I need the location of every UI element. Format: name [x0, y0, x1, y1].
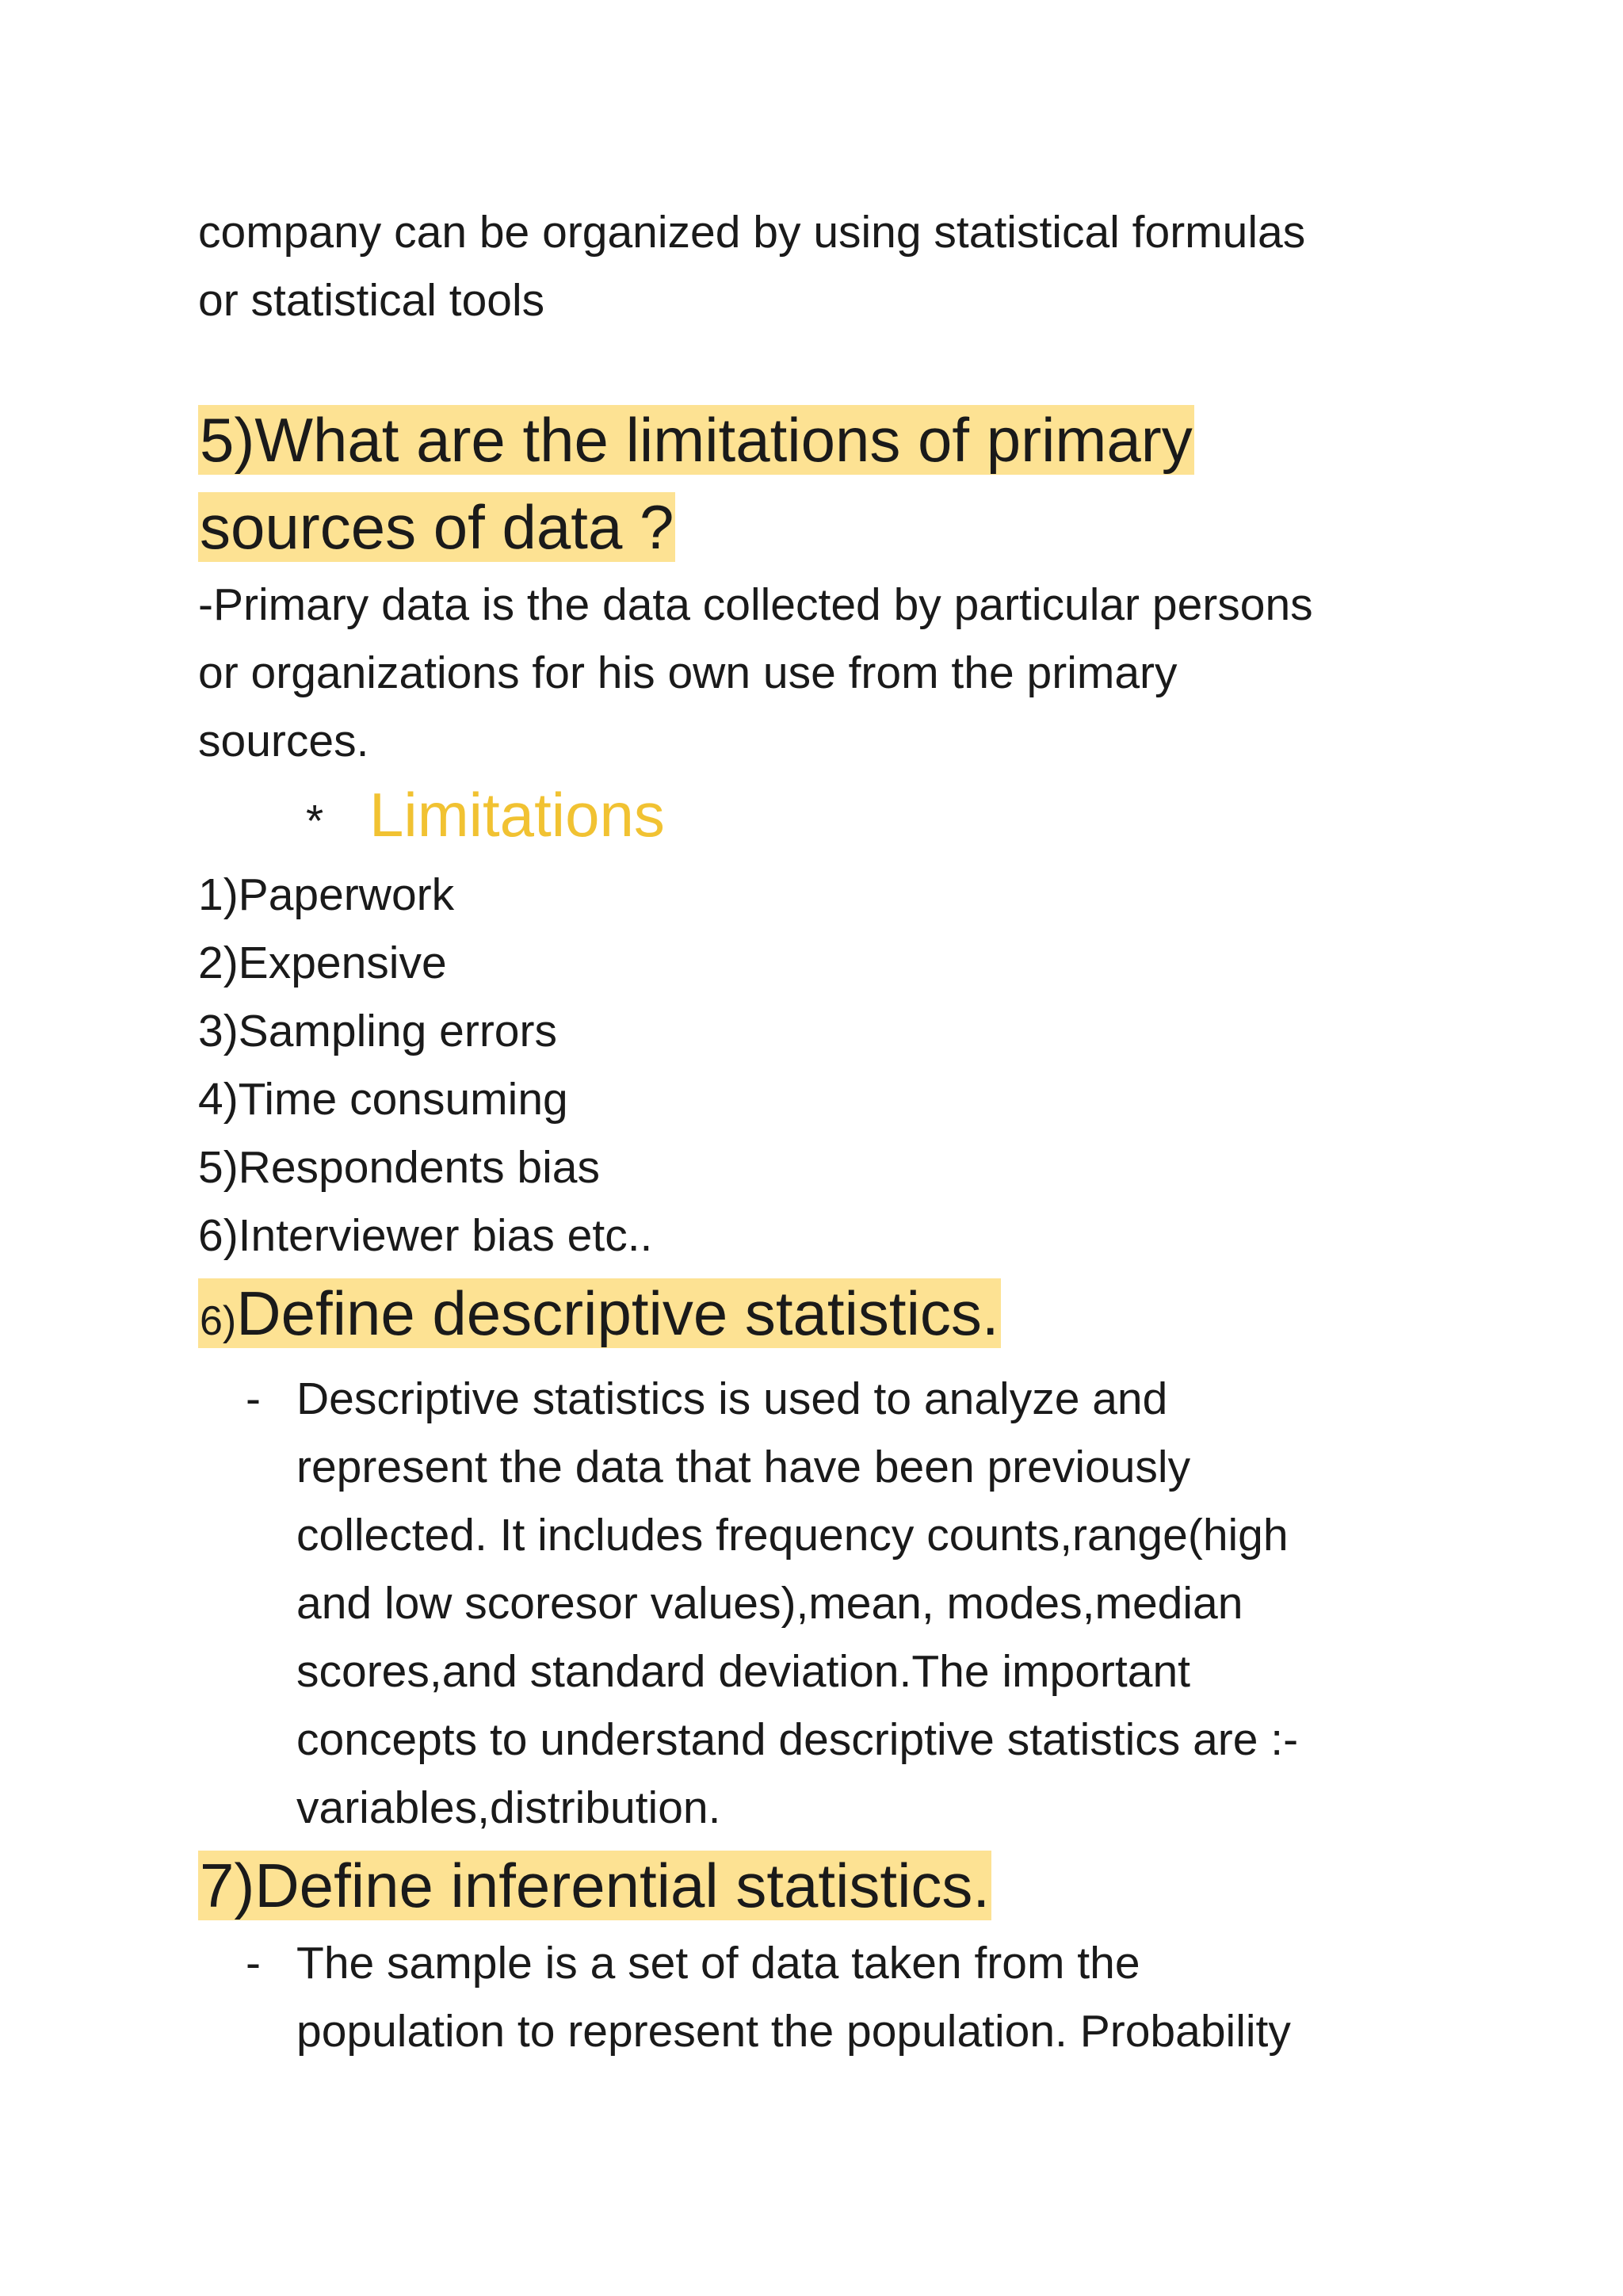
q6-heading: [198, 1270, 1434, 1365]
q6-answer-line: represent the data that have been previously: [296, 1442, 1191, 1492]
q6-answer: [198, 1365, 1434, 1842]
q7-answer-line: The sample is a set of data taken from the: [296, 1938, 1140, 1988]
list-item: 6)Interviewer bias etc..: [198, 1210, 653, 1261]
q6-answer-line: scores,and standard deviation.The important: [296, 1646, 1190, 1697]
limitations-subheading: [306, 775, 1434, 861]
q6-answer-text: [296, 1365, 1430, 1842]
intro-line-1: company can be organized by using statistical formulas: [198, 207, 1306, 258]
q6-answer-line: collected. It includes frequency counts,range(high: [296, 1510, 1289, 1561]
q6-heading-text: Define descriptive statistics.: [236, 1278, 999, 1348]
q5-heading-highlight-1: 5)What are the limitations of primary: [200, 405, 1193, 475]
intro-line-2: or statistical tools: [198, 275, 545, 326]
q5-answer-line-3: sources.: [198, 716, 369, 766]
list-item: 5)Respondents bias: [198, 1142, 600, 1193]
dash-bullet-icon: -: [246, 1938, 261, 1988]
q7-answer-text: [296, 1929, 1430, 2065]
q5-heading-line-2: [198, 483, 1434, 571]
list-item: 2)Expensive: [198, 938, 447, 988]
q6-answer-line: variables,distribution.: [296, 1782, 721, 1833]
q7-answer: [198, 1929, 1434, 2065]
q5-answer-line-2: or organizations for his own use from the primary: [198, 648, 1178, 698]
spacer: [198, 334, 1434, 396]
q6-number: 6): [200, 1298, 237, 1344]
q6-answer-line: and low scoresor values),mean, modes,median: [296, 1578, 1243, 1629]
q6-answer-line: concepts to understand descriptive statistics are :-: [296, 1714, 1299, 1765]
q7-heading: [198, 1842, 1434, 1929]
asterisk-bullet-icon: *: [306, 796, 324, 846]
q5-heading-highlight-2: sources of data ?: [200, 492, 674, 562]
list-item: 1)Paperwork: [198, 869, 455, 920]
dash-bullet-icon: -: [246, 1373, 261, 1424]
list-item: 3)Sampling errors: [198, 1006, 557, 1056]
q7-answer-line: population to represent the population. Probability: [296, 2006, 1291, 2057]
q7-heading-highlight: 7)Define inferential statistics.: [200, 1851, 991, 1920]
limitations-list: [198, 861, 1434, 1270]
list-item: 4)Time consuming: [198, 1074, 568, 1125]
q5-answer-line-1: -Primary data is the data collected by particular persons: [198, 579, 1313, 630]
document-page: [198, 198, 1434, 2065]
limitations-title: Limitations: [369, 780, 665, 850]
q5-heading-line-1: [198, 396, 1434, 483]
q6-heading-highlight: [198, 1278, 1001, 1348]
q6-answer-line: Descriptive statistics is used to analyze and: [296, 1373, 1168, 1424]
